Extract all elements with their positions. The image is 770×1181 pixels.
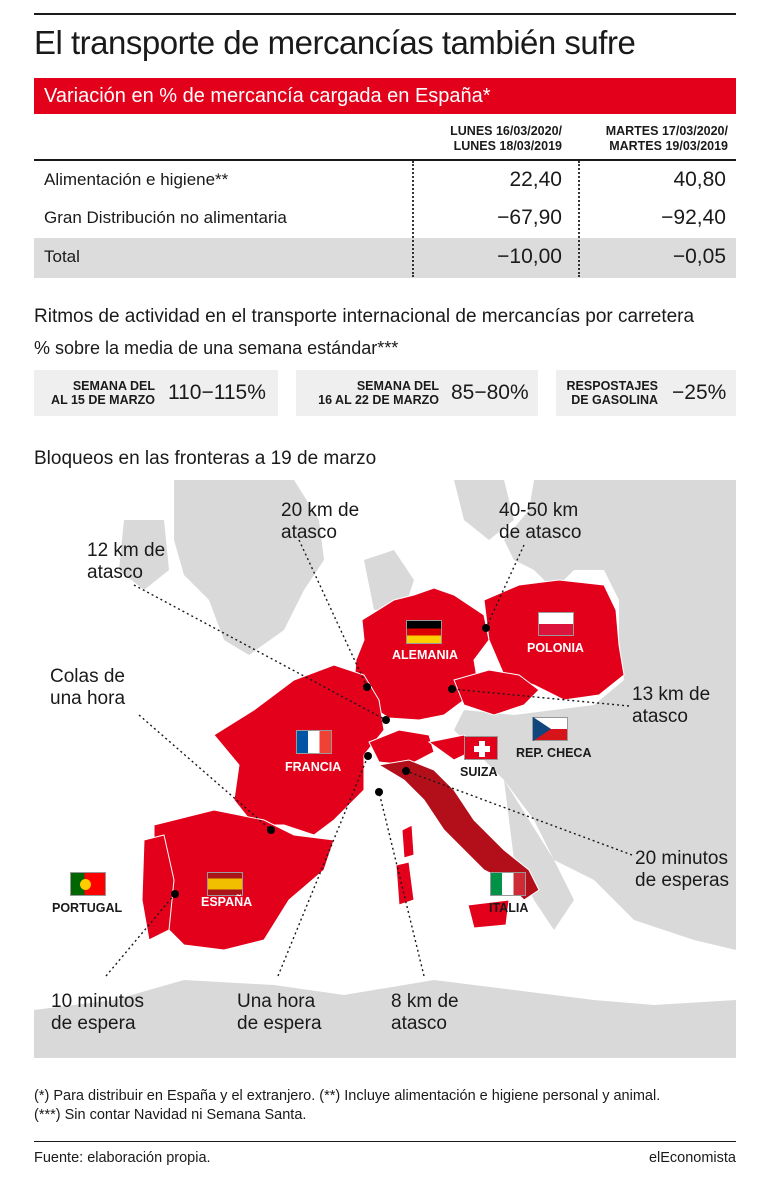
activity-item	[556, 370, 736, 416]
row-label: Alimentación e higiene**	[44, 170, 229, 189]
annotation-line: atasco	[632, 706, 688, 727]
germany-flag-icon	[406, 620, 442, 644]
table-row	[34, 161, 736, 201]
annotation-line: atasco	[391, 1013, 447, 1034]
border-point	[482, 624, 490, 632]
annotation-line: 12 km de	[87, 540, 166, 561]
column-header-line: MARTES 19/03/2019	[609, 139, 728, 153]
footnote-1: (*) Para distribuir en España y el extranjero. (**) Incluye alimentación e higiene personal y animal.	[34, 1088, 661, 1104]
row-value: 40,80	[673, 168, 726, 191]
annotation-line: Colas de	[50, 666, 125, 687]
activity-item-value: −25%	[672, 381, 727, 404]
annotation-40-50km	[499, 500, 581, 544]
annotation-line: 20 minutos	[635, 848, 728, 869]
annotation-10min	[51, 991, 144, 1035]
annotation-line: de atasco	[499, 522, 582, 543]
annotation-12km	[87, 540, 165, 584]
label-suiza: SUIZA	[460, 765, 498, 779]
activity-label-line: AL 15 DE MARZO	[51, 393, 155, 407]
portugal-flag-icon	[70, 872, 106, 896]
swiss-cross-h	[474, 746, 490, 752]
france-flag-icon	[296, 730, 332, 754]
top-rule	[34, 13, 736, 15]
label-italia: ITALIA	[489, 901, 529, 915]
activity-item	[296, 370, 538, 416]
activity-label-line: SEMANA DEL	[356, 379, 439, 393]
annotation-line: Una hora	[237, 991, 316, 1012]
table-row	[34, 199, 736, 239]
annotation-line: 20 km de	[281, 500, 360, 521]
column-header-tuesday	[568, 124, 728, 154]
bottom-rule	[34, 1141, 736, 1142]
portugal-emblem	[80, 879, 91, 890]
island-corcega	[402, 825, 414, 858]
page-title: El transporte de mercancías también sufre	[34, 24, 636, 61]
border-point	[448, 685, 456, 693]
annotation-20km	[281, 500, 359, 544]
column-divider	[578, 161, 580, 277]
annotation-una-hora	[237, 991, 322, 1035]
column-divider	[412, 161, 414, 277]
border-point	[171, 890, 179, 898]
row-label: Gran Distribución no alimentaria	[44, 208, 287, 227]
row-value: 22,40	[509, 168, 562, 191]
activity-label-line: SEMANA DEL	[72, 379, 155, 393]
annotation-line: atasco	[281, 522, 337, 543]
spain-flag-icon	[207, 872, 243, 896]
annotation-line: de espera	[51, 1013, 136, 1034]
label-alemania: ALEMANIA	[392, 648, 458, 662]
brand-logo: elEconomista	[648, 1150, 736, 1166]
activity-label-line: RESPOSTAJES	[566, 379, 658, 393]
label-polonia: POLONIA	[527, 641, 584, 655]
column-header-line: MARTES 17/03/2020/	[605, 124, 728, 138]
footnote-2: (***) Sin contar Navidad ni Semana Santa.	[34, 1107, 307, 1123]
row-label: Total	[44, 247, 80, 266]
poland-flag-icon	[538, 612, 574, 636]
annotation-13km	[632, 684, 710, 728]
label-francia: FRANCIA	[285, 760, 342, 774]
annotation-line: 8 km de	[391, 991, 459, 1012]
activity-title: Ritmos de actividad en el transporte internacional de mercancías por carretera	[34, 306, 695, 327]
switzerland-flag-icon	[464, 736, 498, 760]
activity-label-line: DE GASOLINA	[571, 393, 658, 407]
border-point	[364, 752, 372, 760]
row-value: −92,40	[661, 206, 726, 229]
column-header-line: LUNES 18/03/2019	[453, 139, 562, 153]
annotation-line: una hora	[50, 688, 126, 709]
europe-border-map	[34, 480, 736, 1058]
activity-item-label	[567, 379, 658, 407]
border-point	[363, 683, 371, 691]
column-header-monday	[402, 124, 562, 154]
border-point	[382, 716, 390, 724]
table-row-total	[34, 238, 736, 278]
annotation-line: atasco	[87, 562, 143, 583]
annotation-line: de espera	[237, 1013, 322, 1034]
row-value: −10,00	[497, 245, 562, 268]
map-title: Bloqueos en las fronteras a 19 de marzo	[34, 448, 377, 469]
activity-item-label	[318, 379, 439, 407]
czech-flag-icon	[532, 717, 568, 741]
activity-item	[34, 370, 278, 416]
annotation-20min	[635, 848, 729, 892]
label-portugal: PORTUGAL	[52, 901, 123, 915]
activity-label-line: 16 AL 22 DE MARZO	[318, 393, 439, 407]
border-point	[402, 767, 410, 775]
annotation-8km	[391, 991, 459, 1035]
label-rep-checa: REP. CHECA	[516, 746, 592, 760]
annotation-colas	[50, 666, 125, 710]
column-header-line: LUNES 16/03/2020/	[450, 124, 562, 138]
activity-item-value: 85−80%	[451, 381, 529, 404]
label-espana: ESPAÑA	[201, 895, 253, 909]
row-value: −67,90	[497, 206, 562, 229]
activity-item-value: 110−115%	[168, 381, 266, 404]
table-title-bar: Variación en % de mercancía cargada en España*	[34, 78, 736, 114]
annotation-line: 40-50 km	[499, 500, 579, 521]
border-point	[375, 788, 383, 796]
annotation-line: de esperas	[635, 870, 730, 891]
italy-flag-icon	[490, 872, 526, 896]
source-note: Fuente: elaboración propia.	[34, 1150, 211, 1166]
annotation-line: 10 minutos	[51, 991, 144, 1012]
czech-flag-triangle	[533, 717, 551, 741]
activity-subtitle: % sobre la media de una semana estándar***	[34, 338, 399, 358]
activity-item-label	[51, 379, 155, 407]
border-point	[267, 826, 275, 834]
annotation-line: 13 km de	[632, 684, 711, 705]
row-value: −0,05	[672, 245, 726, 268]
